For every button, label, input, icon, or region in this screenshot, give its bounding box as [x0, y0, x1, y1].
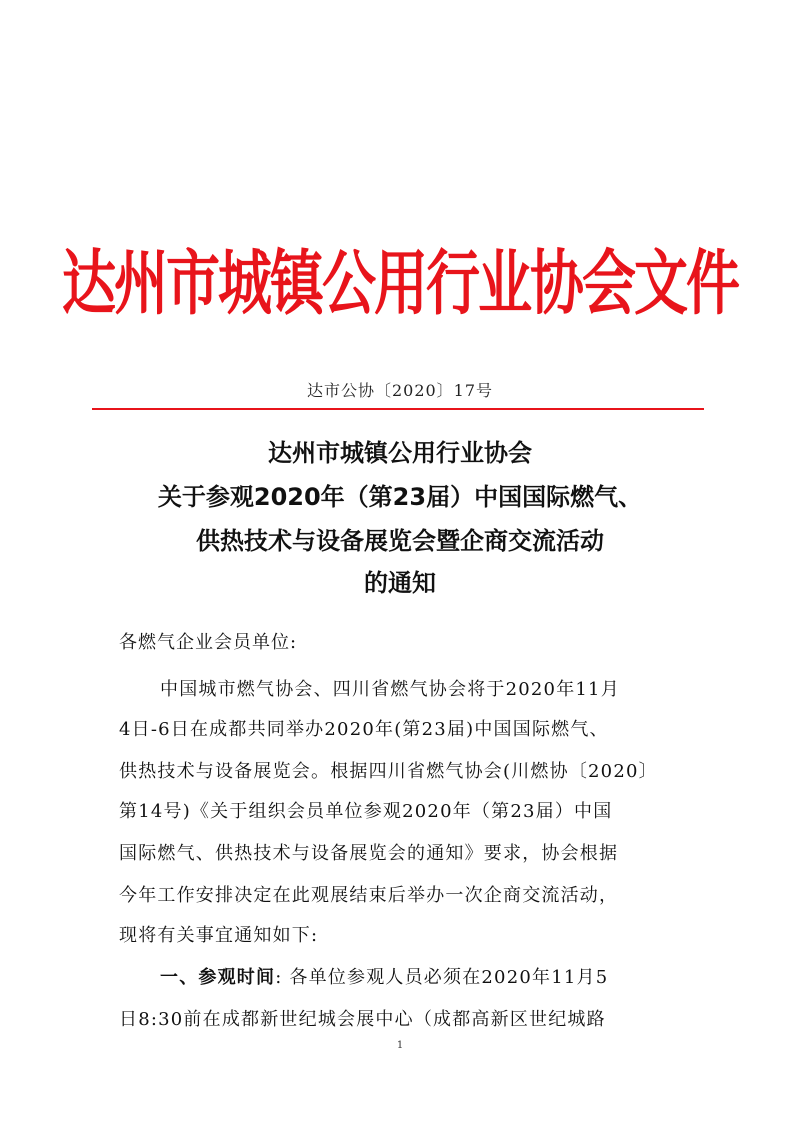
section-1-text: : 各单位参观人员必须在2020年11月5	[275, 967, 609, 988]
title-line-4: 的通知	[364, 569, 436, 597]
page-number: 1	[396, 1040, 404, 1051]
section-1-label: 一、参观时间	[160, 967, 276, 988]
masthead-title: 达州市城镇公用行业协会文件	[62, 242, 738, 325]
paragraph-line: 4日-6日在成都共同举办2020年(第23届)中国国际燃气、	[119, 719, 609, 740]
paragraph-line: 国际燃气、供热技术与设备展览会的通知》要求，协会根据	[119, 843, 619, 864]
title-line-1: 达州市城镇公用行业协会	[268, 439, 532, 467]
title-line-2: 关于参观2020年（第23届）中国国际燃气、	[157, 483, 643, 511]
paragraph-line: 第14号)《关于组织会员单位参观2020年（第23届）中国	[119, 801, 613, 822]
paragraph-line: 今年工作安排决定在此观展结束后举办一次企商交流活动，	[119, 885, 619, 906]
paragraph-line: 现将有关事宜通知如下:	[119, 925, 319, 946]
paragraph-line: 中国城市燃气协会、四川省燃气协会将于2020年11月	[160, 679, 620, 700]
salutation: 各燃气企业会员单位:	[119, 632, 298, 653]
title-line-3: 供热技术与设备展览会暨企商交流活动	[196, 527, 604, 555]
paragraph-line: 供热技术与设备展览会。根据四川省燃气协会(川燃协〔2020〕	[119, 761, 658, 782]
section-1-line	[160, 963, 608, 989]
section-1-continuation: 日8:30前在成都新世纪城会展中心（成都高新区世纪城路	[119, 1009, 606, 1030]
document-number: 达市公协〔2020〕17号	[306, 381, 494, 400]
red-divider-line	[92, 408, 704, 410]
